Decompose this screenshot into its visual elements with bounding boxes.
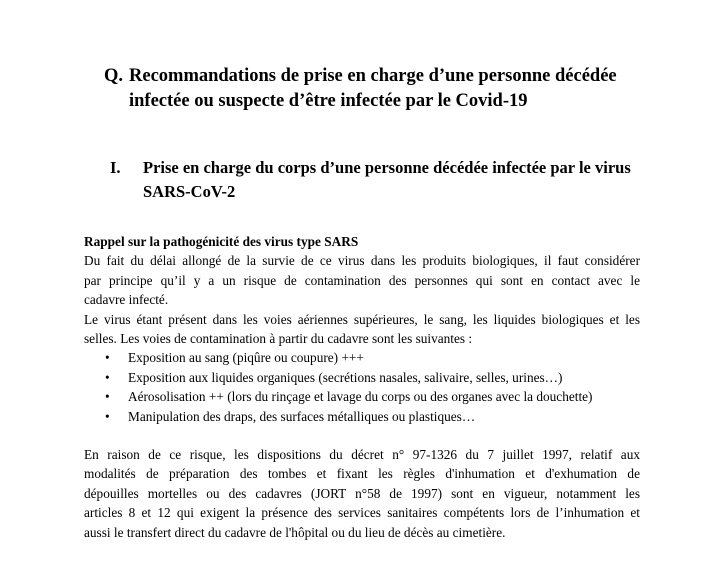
paragraph-line: selles. Les voies de contamination à partir du cadavre sont les suivantes : (84, 331, 473, 347)
question-title (104, 64, 664, 114)
paragraph-line: articles 8 et 12 qui exigent la présence des services sanitaires compétents lors de l’inhumation et (84, 505, 640, 521)
document-body (84, 232, 640, 542)
subheading: Rappel sur la pathogénicité des virus type SARS (84, 234, 359, 249)
paragraph-2 (84, 310, 640, 349)
paragraph-line: modalités de préparation des tombes et fixant les règles d'inhumation et d'exhumation de (84, 466, 640, 482)
question-title-line: Recommandations de prise en charge d’une personne décédée (129, 66, 617, 86)
paragraph-line: En raison de ce risque, les dispositions du décret n° 97-1326 du 7 juillet 1997, relatif aux (84, 447, 640, 463)
paragraph-line: dépouilles mortelles ou des cadavres (JORT n°58 de 1997) sont en vigueur, notamment les (84, 485, 640, 501)
section-title (110, 156, 650, 204)
list-item: • Exposition au sang (piqûre ou coupure) +++ (84, 348, 640, 367)
paragraph-line: par principe qu’il y a un risque de contamination des personnes qui sont en contact avec le (84, 272, 640, 288)
list-item: • Manipulation des draps, des surfaces métalliques ou plastiques… (84, 407, 640, 426)
paragraph-line: Le virus étant présent dans les voies aériennes supérieures, le sang, les liquides biologiques et les (84, 311, 640, 327)
paragraph-3 (84, 445, 640, 542)
section-title-line: SARS-CoV-2 (143, 182, 236, 201)
section-marker: I. (110, 158, 121, 177)
section-title-line: Prise en charge du corps d’une personne décédée infectée par le virus (143, 158, 631, 177)
list-item: • Exposition aux liquides organiques (secrétions nasales, salivaire, selles, urines…) (84, 368, 640, 387)
question-title-line: infectée ou suspecte d’être infectée par le Covid-19 (129, 91, 528, 111)
list-item: • Aérosolisation ++ (lors du rinçage et lavage du corps ou des organes avec la douchette) (84, 387, 640, 406)
paragraph-line: aussi le transfert direct du cadavre de l'hôpital ou du lieu de décès au cimetière. (84, 524, 506, 540)
paragraph-1 (84, 251, 640, 309)
paragraph-line: Du fait du délai allongé de la survie de ce virus dans les produits biologiques, il faut considérer (84, 253, 640, 269)
question-marker: Q. (104, 66, 124, 86)
paragraph-line: cadavre infecté. (84, 292, 169, 308)
paragraph-spacer (84, 426, 640, 445)
contamination-list (84, 348, 640, 426)
